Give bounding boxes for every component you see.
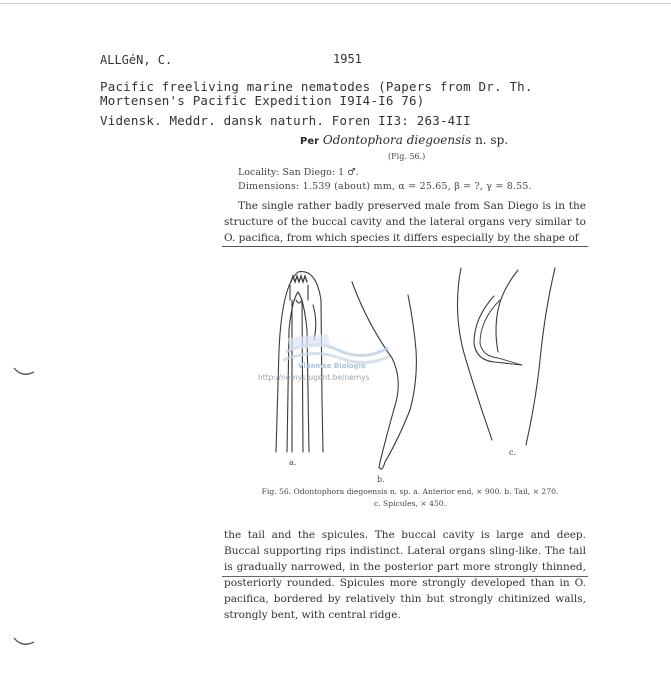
species-name: Odontophora diegoensis bbox=[322, 133, 472, 147]
figure-caption-line1: Fig. 56. Odontophora diegoensis n. sp. a. Anterior end, × 900. b. Tail, × 270. bbox=[261, 487, 559, 496]
species-prefix: Per bbox=[300, 136, 320, 147]
figure-label-c: c. bbox=[509, 448, 517, 457]
card-reference: Vidensk. Meddr. dansk naturh. Foren II3: 263-4II bbox=[100, 113, 471, 128]
card-title-line2: Mortensen's Pacific Expedition I9I4-I6 76) bbox=[100, 93, 425, 108]
dimensions-line: Dimensions: 1.539 (about) mm, α = 25.65, β = ?, γ = 8.55. bbox=[238, 181, 532, 192]
watermark-url: http://nemys.ugent.be/nemys bbox=[258, 373, 370, 382]
drawing-spicules bbox=[457, 268, 555, 445]
paragraph-intro: The single rather badly preserved male from San Diego is in the structure of the buccal cavity and the lateral organs very similar to O. pacifica, from which species it differs especially by the shape of bbox=[224, 200, 586, 244]
figure-caption bbox=[240, 486, 580, 509]
watermark-brand: Vlaamse Biologie bbox=[298, 362, 366, 370]
margin-curl-mark-bottom bbox=[10, 632, 40, 652]
figure-label-a: a. bbox=[289, 458, 297, 467]
paragraph-description: the tail and the spicules. The buccal cavity is large and deep. Buccal supporting rips indistinct. Lateral organs sling-like. The tail is gradually narrowed, in the posterior part more strongly thinned, posteriorly rounded. Spicules more strongly developed than in O. pacifica, bordered by relatively thin but strongly chitinized walls, strongly bent, with central ridge. bbox=[224, 529, 586, 621]
figure-reference: (Fig. 56.) bbox=[388, 152, 426, 161]
card-author: ALLGéN, C. bbox=[100, 53, 173, 67]
margin-curl-mark-top bbox=[10, 362, 40, 382]
figure-label-b: b. bbox=[377, 475, 385, 484]
species-suffix: n. sp. bbox=[475, 133, 509, 147]
card-year: 1951 bbox=[333, 52, 362, 66]
locality-line: Locality: San Diego: 1 ♂. bbox=[238, 167, 359, 178]
card-title-line1: Pacific freeliving marine nematodes (Papers from Dr. Th. bbox=[100, 79, 533, 94]
figure-caption-line2: c. Spicules, × 450. bbox=[373, 498, 447, 508]
clipping-edge-bottom bbox=[222, 576, 588, 577]
